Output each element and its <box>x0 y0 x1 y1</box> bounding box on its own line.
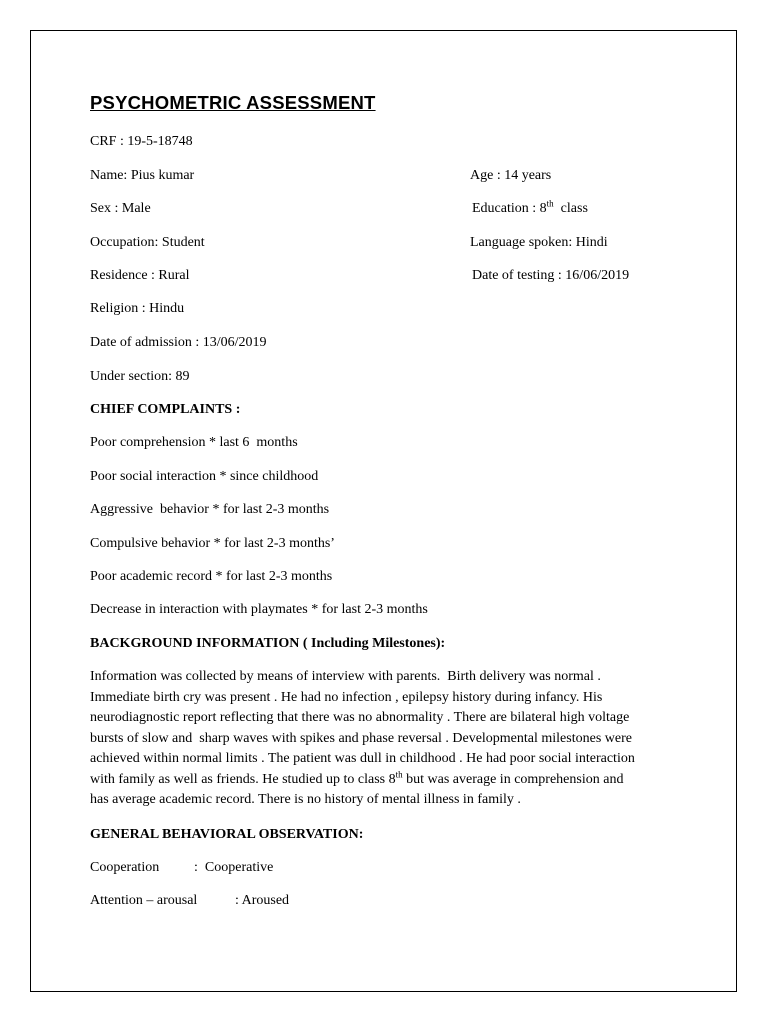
education-sup: th <box>546 198 554 209</box>
language-field: Language spoken: Hindi <box>470 235 608 250</box>
date-of-testing-field: Date of testing : 16/06/2019 <box>472 268 630 283</box>
complaint-item: Poor academic record * for last 2-3 months <box>90 569 333 584</box>
background-line: bursts of slow and sharp waves with spikes and phase reversal . Developmental milestones were <box>90 730 632 746</box>
name-field: Name: Pius kumar <box>90 168 195 183</box>
behavior-label: Cooperation <box>90 860 160 875</box>
background-line-prefix: with family as well as friends. He studied up to class 8 <box>90 771 396 787</box>
education-field <box>472 200 588 218</box>
background-line-sup: th <box>395 768 403 779</box>
background-line: neurodiagnostic report reflecting that there was no abnormality . There are bilateral high voltage <box>90 710 630 725</box>
occupation-field: Occupation: Student <box>90 235 205 250</box>
crf-field: CRF : 19-5-18748 <box>90 134 193 149</box>
under-section-field: Under section: 89 <box>90 369 190 384</box>
complaint-item: Compulsive behavior * for last 2-3 months’ <box>90 536 335 551</box>
chief-complaints-heading: CHIEF COMPLAINTS : <box>90 402 241 417</box>
background-line: Information was collected by means of interview with parents. Birth delivery was normal . <box>90 669 601 684</box>
complaint-item: Poor comprehension * last 6 months <box>90 435 298 450</box>
behavior-label: Attention – arousal <box>90 893 198 908</box>
education-suffix: class <box>553 201 588 216</box>
behavioral-heading: GENERAL BEHAVIORAL OBSERVATION: <box>90 827 364 842</box>
age-field: Age : 14 years <box>470 168 552 183</box>
behavior-value: : Cooperative <box>194 860 274 875</box>
residence-field: Residence : Rural <box>90 268 190 283</box>
document-title: PSYCHOMETRIC ASSESSMENT <box>90 92 376 113</box>
background-line: Immediate birth cry was present . He had no infection , epilepsy history during infancy. His <box>90 689 603 705</box>
sex-field: Sex : Male <box>90 201 151 216</box>
background-heading: BACKGROUND INFORMATION ( Including Milestones): <box>90 636 446 651</box>
background-line <box>90 770 690 791</box>
education-prefix: Education : 8 <box>472 201 547 216</box>
behavior-value: : Aroused <box>235 893 290 908</box>
complaint-item: Poor social interaction * since childhood <box>90 469 319 484</box>
complaint-item: Aggressive behavior * for last 2-3 months <box>90 502 330 517</box>
background-line-suffix: but was average in comprehension and <box>402 771 624 787</box>
date-of-admission-field: Date of admission : 13/06/2019 <box>90 335 267 350</box>
religion-field: Religion : Hindu <box>90 301 185 316</box>
background-paragraph <box>90 667 690 811</box>
background-line: achieved within normal limits . The patient was dull in childhood . He had poor social interaction <box>90 751 635 766</box>
background-line: has average academic record. There is no history of mental illness in family . <box>90 792 521 807</box>
complaint-item: Decrease in interaction with playmates * for last 2-3 months <box>90 602 428 617</box>
